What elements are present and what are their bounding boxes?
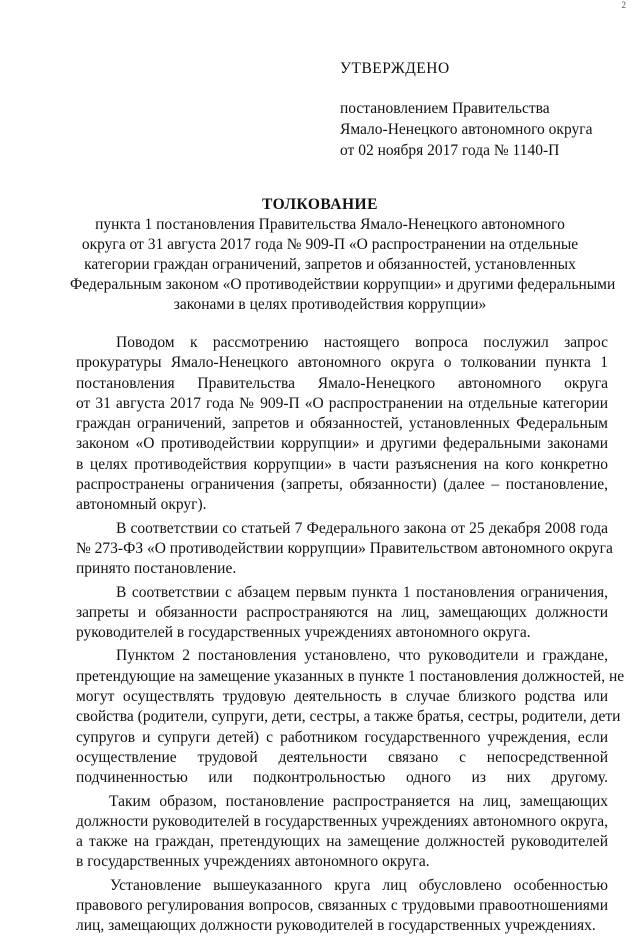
document-title: ТОЛКОВАНИЕ xyxy=(262,196,378,213)
approval-line: от 02 ноября 2017 года № 1140-П xyxy=(340,142,560,159)
approval-line: Ямало-Ненецкого автономного округа xyxy=(340,121,593,138)
page-number: 2 xyxy=(621,0,626,10)
subtitle-line: пункта 1 постановления Правительства Ямало-Ненецкого автономного xyxy=(95,216,565,233)
document-subtitle xyxy=(70,215,616,315)
text-line: распространены ограничения (запреты, обязанности) (далее – постановление, xyxy=(76,476,608,494)
text-line: законом «О противодействии коррупции» и другими федеральными законами xyxy=(76,435,608,453)
paragraph-clause-1 xyxy=(76,583,608,644)
text-line: свойства (родители, супруги, дети, сестры, а также братья, сестры, родители, дети xyxy=(76,708,621,726)
text-line: претендующие на замещение указанных в пункте 1 постановления должностей, не xyxy=(76,667,625,685)
text-line: запреты и обязанности распространяются на лиц, замещающих должности xyxy=(76,603,608,621)
text-line: подчиненностью или подконтрольностью одного из них другому. xyxy=(76,769,608,787)
document-body xyxy=(76,333,625,940)
subtitle-line: Федеральным законом «О противодействии коррупции» и другими федеральными xyxy=(70,276,616,293)
text-line: Установление вышеуказанного круга лиц обусловлено особенностью xyxy=(110,876,608,894)
text-line: постановления Правительства Ямало-Ненецкого автономного округа xyxy=(76,374,608,392)
text-line: правового регулирования вопросов, связанных с трудовыми правоотношениями xyxy=(76,897,608,915)
text-line: руководителей в государственных учреждениях автономного округа. xyxy=(76,624,531,642)
approval-details xyxy=(340,98,592,161)
subtitle-line: округа от 31 августа 2017 года № 909-П «О распространении на отдельные xyxy=(81,236,579,253)
text-line: принято постановление. xyxy=(76,560,237,578)
paragraph-rationale xyxy=(76,876,608,937)
text-line: № 273-ФЗ «О противодействии коррупции» Правительством автономного округа xyxy=(76,539,613,557)
text-line: осуществление трудовой деятельности связано с непосредственной xyxy=(76,748,608,766)
subtitle-line: законами в целях противодействия коррупции» xyxy=(173,296,487,313)
subtitle-line: категории граждан ограничений, запретов и обязанностей, установленных xyxy=(84,256,576,273)
text-line: В соответствии с абзацем первым пункта 1 постановления ограничения, xyxy=(116,583,608,601)
text-line: супругов и супруги детей) с работником государственного учреждения, если xyxy=(76,728,608,746)
text-line: Таким образом, постановление распространяется на лиц, замещающих xyxy=(109,792,608,810)
text-line: лиц, замещающих должности руководителей в государственных учреждениях. xyxy=(76,917,596,935)
paragraph-conclusion xyxy=(76,792,608,873)
text-line: а также на граждан, претендующих на замещение должностей руководителей xyxy=(76,833,608,851)
text-line: автономный округ). xyxy=(76,496,207,514)
paragraph-article-7 xyxy=(76,519,613,580)
text-line: должности руководителей в государственных учреждениях автономного округа, xyxy=(76,812,608,830)
text-line: В соответствии со статьей 7 Федерального закона от 25 декабря 2008 года xyxy=(116,519,608,537)
paragraph-request xyxy=(76,333,608,516)
approval-line: постановлением Правительства xyxy=(340,100,550,117)
text-line: в государственных учреждениях автономного округа. xyxy=(76,853,430,871)
approval-stamp-heading: УТВЕРЖДЕНО xyxy=(340,60,450,77)
text-line: могут осуществлять трудовую деятельность в случае близкого родства или xyxy=(76,688,608,706)
text-line: граждан ограничений, запретов и обязанностей, установленных Федеральным xyxy=(76,415,608,433)
text-line: Пунктом 2 постановления установлено, что руководители и граждане, xyxy=(116,647,608,665)
text-line: прокуратуры Ямало-Ненецкого автономного округа о толковании пункта 1 xyxy=(76,354,608,372)
text-line: Поводом к рассмотрению настоящего вопроса послужил запрос xyxy=(116,334,608,351)
text-line: в целях противодействия коррупции» в части разъяснения на кого конкретно xyxy=(76,455,608,473)
text-line: от 31 августа 2017 года № 909-П «О распространении на отдельные категории xyxy=(76,394,608,412)
paragraph-clause-2 xyxy=(76,646,625,788)
